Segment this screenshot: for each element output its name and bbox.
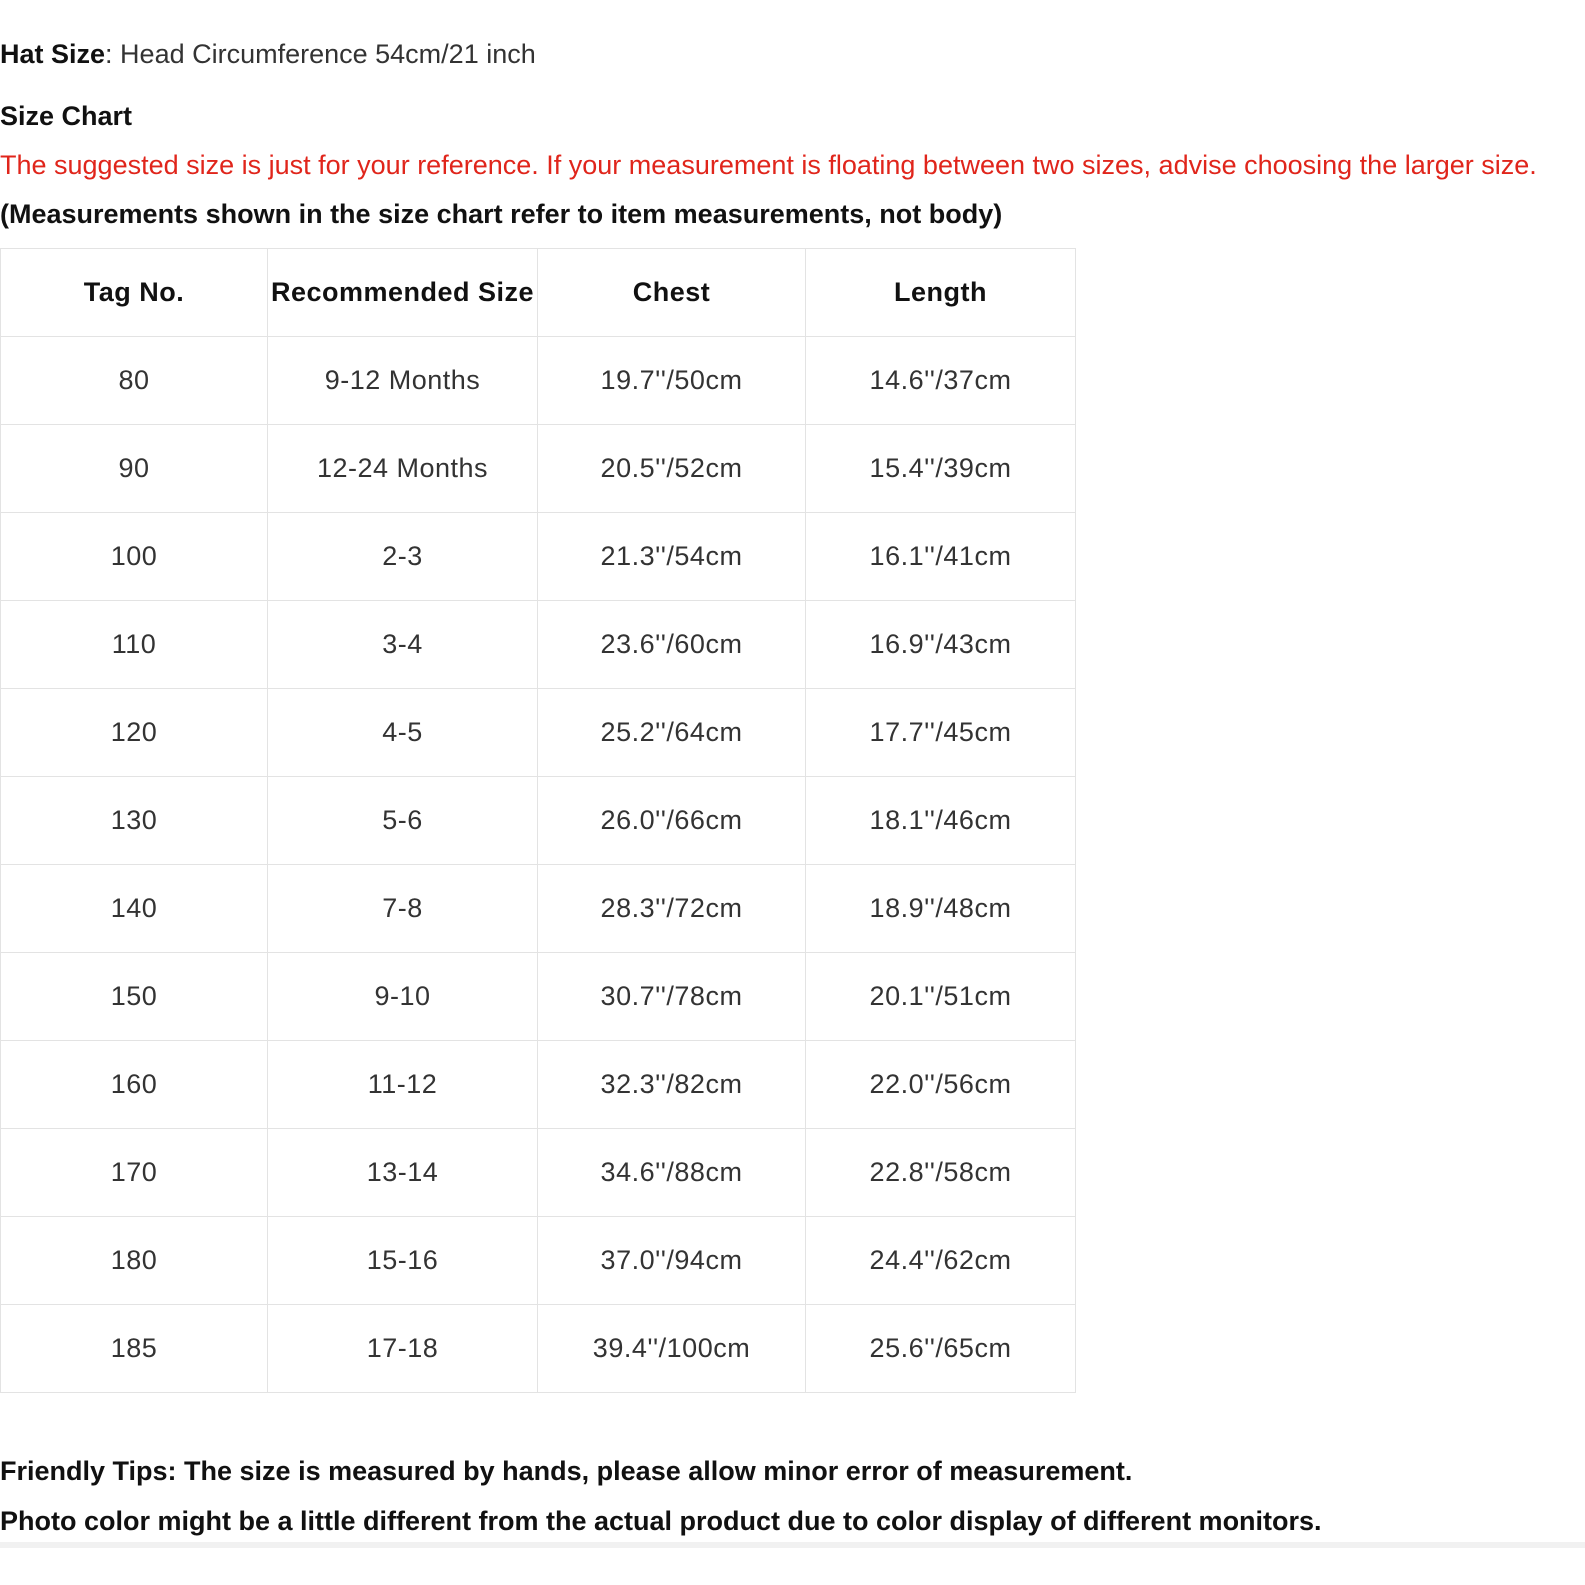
cell-tag-no: 80 [1, 337, 268, 425]
header-recommended-size: Recommended Size [268, 249, 538, 337]
size-chart-title: Size Chart [0, 101, 133, 131]
table-row [1, 1305, 1076, 1393]
header-length: Length [806, 249, 1076, 337]
table-row [1, 601, 1076, 689]
cell-length: 15.4''/39cm [806, 425, 1076, 513]
cell-length: 25.6''/65cm [806, 1305, 1076, 1393]
measurement-note: (Measurements shown in the size chart refer to item measurements, not body) [0, 199, 1003, 229]
table-row [1, 513, 1076, 601]
hat-size-label: Hat Size [0, 39, 106, 69]
table-row [1, 777, 1076, 865]
cell-length: 16.9''/43cm [806, 601, 1076, 689]
cell-chest: 39.4''/100cm [538, 1305, 806, 1393]
cell-recommended-size: 4-5 [268, 689, 538, 777]
cell-tag-no: 180 [1, 1217, 268, 1305]
table-row [1, 953, 1076, 1041]
table-row [1, 1129, 1076, 1217]
cell-chest: 37.0''/94cm [538, 1217, 806, 1305]
cell-chest: 32.3''/82cm [538, 1041, 806, 1129]
cell-tag-no: 130 [1, 777, 268, 865]
cell-chest: 20.5''/52cm [538, 425, 806, 513]
size-suggestion-note: The suggested size is just for your reference. If your measurement is floating between two sizes, advise choosing the larger size. [0, 150, 1537, 180]
table-row [1, 425, 1076, 513]
cell-tag-no: 150 [1, 953, 268, 1041]
cell-length: 16.1''/41cm [806, 513, 1076, 601]
cell-length: 22.8''/58cm [806, 1129, 1076, 1217]
table-row [1, 1217, 1076, 1305]
cell-length: 22.0''/56cm [806, 1041, 1076, 1129]
cell-recommended-size: 17-18 [268, 1305, 538, 1393]
cell-recommended-size: 3-4 [268, 601, 538, 689]
cell-chest: 19.7''/50cm [538, 337, 806, 425]
cell-recommended-size: 11-12 [268, 1041, 538, 1129]
cell-recommended-size: 7-8 [268, 865, 538, 953]
cell-length: 14.6''/37cm [806, 337, 1076, 425]
cell-tag-no: 185 [1, 1305, 268, 1393]
cell-tag-no: 90 [1, 425, 268, 513]
cell-chest: 21.3''/54cm [538, 513, 806, 601]
table-row [1, 865, 1076, 953]
cell-chest: 28.3''/72cm [538, 865, 806, 953]
cell-chest: 23.6''/60cm [538, 601, 806, 689]
cell-tag-no: 110 [1, 601, 268, 689]
cell-chest: 25.2''/64cm [538, 689, 806, 777]
cell-recommended-size: 12-24 Months [268, 425, 538, 513]
cell-tag-no: 100 [1, 513, 268, 601]
cell-recommended-size: 5-6 [268, 777, 538, 865]
cell-length: 17.7''/45cm [806, 689, 1076, 777]
header-tag-no: Tag No. [1, 249, 268, 337]
header-chest: Chest [538, 249, 806, 337]
cell-recommended-size: 13-14 [268, 1129, 538, 1217]
table-row [1, 689, 1076, 777]
cell-length: 18.1''/46cm [806, 777, 1076, 865]
table-row [1, 337, 1076, 425]
hat-size-value: : Head Circumference 54cm/21 inch [105, 39, 536, 69]
cell-length: 20.1''/51cm [806, 953, 1076, 1041]
photo-color-note: Photo color might be a little different from the actual product due to color display of different monitors. [0, 1506, 1322, 1536]
table-row [1, 1041, 1076, 1129]
cell-tag-no: 120 [1, 689, 268, 777]
cell-chest: 34.6''/88cm [538, 1129, 806, 1217]
cell-length: 24.4''/62cm [806, 1217, 1076, 1305]
cell-tag-no: 170 [1, 1129, 268, 1217]
friendly-tips: Friendly Tips: The size is measured by hands, please allow minor error of measurement. [0, 1456, 1133, 1486]
hat-size-line [0, 38, 536, 70]
cell-chest: 26.0''/66cm [538, 777, 806, 865]
size-table [0, 248, 1076, 1393]
cell-tag-no: 140 [1, 865, 268, 953]
cell-recommended-size: 9-10 [268, 953, 538, 1041]
cell-chest: 30.7''/78cm [538, 953, 806, 1041]
cell-length: 18.9''/48cm [806, 865, 1076, 953]
cell-recommended-size: 15-16 [268, 1217, 538, 1305]
cell-recommended-size: 2-3 [268, 513, 538, 601]
table-header-row [1, 249, 1076, 337]
bottom-divider [0, 1542, 1585, 1548]
cell-recommended-size: 9-12 Months [268, 337, 538, 425]
cell-tag-no: 160 [1, 1041, 268, 1129]
